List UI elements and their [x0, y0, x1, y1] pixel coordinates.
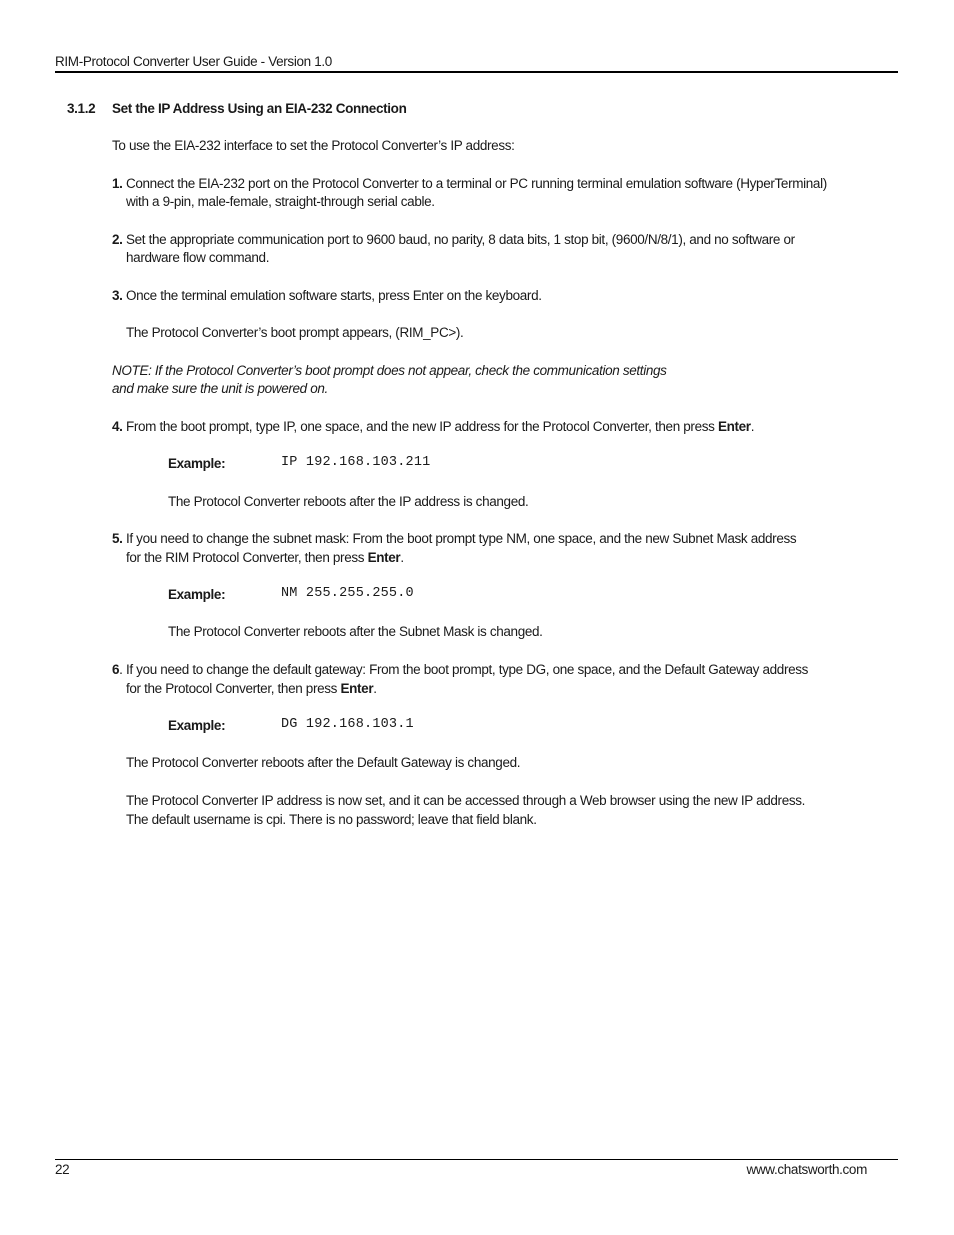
- section-title: Set the IP Address Using an EIA-232 Connection: [112, 101, 407, 116]
- step-number: 4.: [112, 419, 123, 434]
- step-1-continued: with a 9-pin, male-female, straight-through serial cable.: [126, 194, 435, 209]
- section-number: 3.1.2: [67, 101, 96, 116]
- step-6: [112, 660, 808, 679]
- step-text: If you need to change the subnet mask: From the boot prompt type NM, one space, and the new Subnet Mask address: [125, 531, 797, 546]
- step-3: [112, 286, 542, 305]
- page-number: 22: [55, 1162, 70, 1177]
- step-number: 1.: [112, 176, 123, 191]
- step-1: [112, 174, 827, 193]
- step-text: Once the terminal emulation software starts, press Enter on the keyboard.: [125, 288, 542, 303]
- step-3-result: The Protocol Converter’s boot prompt appears, (RIM_PC>).: [126, 325, 464, 340]
- closing-line-2: The default username is cpi. There is no password; leave that field blank.: [126, 812, 537, 827]
- step-4: [112, 417, 754, 436]
- example-label: Example:: [168, 456, 226, 471]
- step-2-continued: hardware flow command.: [126, 250, 270, 265]
- intro-paragraph: To use the EIA-232 interface to set the Protocol Converter’s IP address:: [112, 138, 515, 153]
- enter-keyword: Enter: [717, 419, 751, 434]
- step-6-continued: [126, 679, 377, 698]
- step-5-continued: [126, 548, 404, 567]
- example-label: Example:: [168, 718, 226, 733]
- note-line-2: and make sure the unit is powered on.: [112, 381, 328, 396]
- step-text: for the Protocol Converter, then press: [126, 681, 341, 696]
- step-6-result: The Protocol Converter reboots after the Default Gateway is changed.: [126, 755, 521, 770]
- step-2: [112, 230, 795, 249]
- enter-keyword: Enter: [340, 681, 374, 696]
- example-code: IP 192.168.103.211: [281, 455, 431, 470]
- step-number: 6: [112, 662, 120, 677]
- note-line-1: NOTE: If the Protocol Converter’s boot prompt does not appear, check the communication settings: [112, 363, 667, 378]
- step-5-result: The Protocol Converter reboots after the Subnet Mask is changed.: [168, 624, 543, 639]
- closing-line-1: The Protocol Converter IP address is now set, and it can be accessed through a Web browser using the new IP address.: [126, 793, 806, 808]
- step-text: Set the appropriate communication port to 9600 baud, no parity, 8 data bits, 1 stop bit, (9600/N/8/1), and no software or: [125, 232, 795, 247]
- step-text-end: .: [750, 419, 755, 434]
- step-text: . If you need to change the default gateway: From the boot prompt, type DG, one space, and the Default Gateway address: [119, 662, 809, 677]
- step-number: 5.: [112, 531, 123, 546]
- footer-url[interactable]: www.chatsworth.com: [746, 1162, 867, 1177]
- enter-keyword: Enter: [367, 550, 401, 565]
- step-text-end: .: [373, 681, 377, 696]
- step-4-result: The Protocol Converter reboots after the IP address is changed.: [168, 494, 529, 509]
- example-label: Example:: [168, 587, 226, 602]
- step-text: From the boot prompt, type IP, one space, and the new IP address for the Protocol Converter, then press: [125, 419, 718, 434]
- header-rule: [55, 71, 898, 73]
- step-number: 3.: [112, 288, 123, 303]
- example-code: NM 255.255.255.0: [281, 586, 414, 601]
- step-text-end: .: [400, 550, 404, 565]
- running-header: RIM-Protocol Converter User Guide - Version 1.0: [55, 54, 332, 69]
- step-number: 2.: [112, 232, 123, 247]
- step-5: [112, 529, 796, 548]
- step-text: Connect the EIA-232 port on the Protocol Converter to a terminal or PC running terminal emulation software (HyperTerminal): [125, 176, 827, 191]
- step-text: for the RIM Protocol Converter, then press: [126, 550, 368, 565]
- example-code: DG 192.168.103.1: [281, 717, 414, 732]
